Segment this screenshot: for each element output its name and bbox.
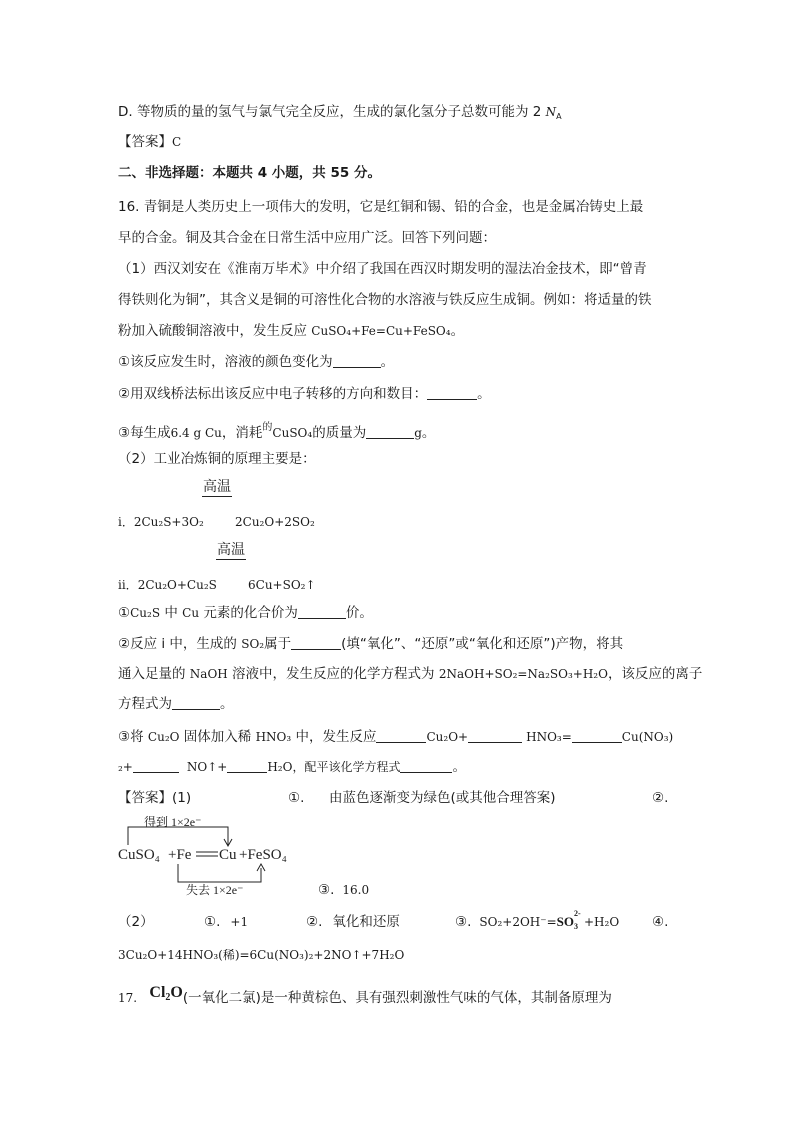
answer-16-1: 由蓝色逐渐变为绿色(或其他合理答案): [329, 790, 556, 806]
cl2o-formula: $Cl_2O$: [149, 984, 183, 1003]
answer-blank[interactable]: [366, 424, 414, 439]
q16-stem-2: 早的合金。铜及其合金在日常生活中应用广泛。回答下列问题：: [118, 230, 496, 246]
answer-blank[interactable]: [172, 695, 220, 710]
answer-blank[interactable]: [427, 385, 477, 400]
answer-16-2-2: ②. 氧化和还原: [306, 914, 400, 930]
answer-16-2-4-marker: ④.: [652, 914, 669, 930]
q16-t2-2: 通入足量的 NaOH 溶液中，发生反应的化学方程式为 2NaOH+SO₂=Na₂SO₃+H₂O，该反应的离子: [118, 666, 703, 682]
double-bridge-diagram: [116, 812, 296, 898]
q16-sub1: ①该反应发生时，溶液的颜色变化为 。: [118, 354, 395, 370]
answer-16-2-4: 3Cu₂O+14HNO₃(稀)=6Cu(NO₃)₂+2NO↑+7H₂O: [118, 948, 405, 962]
q16-p1-2: 得铁则化为铜”，其含义是铜的可溶性化合物的水溶液与铁反应生成铜。例如：将适量的铁: [118, 292, 652, 308]
answer-blank[interactable]: [468, 728, 522, 743]
answer-16-2-1: ①. +1: [204, 914, 249, 930]
answer-blank[interactable]: [133, 758, 179, 773]
answer-blank[interactable]: [400, 758, 452, 773]
section-heading: 二、非选择题：本题共 4 小题，共 55 分。: [118, 165, 381, 181]
gain-bridge-line: [128, 827, 228, 845]
answer-blank[interactable]: [572, 728, 622, 743]
equation-i: i．2Cu₂S+3O₂: [118, 515, 204, 529]
lose-bridge-line: [178, 864, 261, 882]
reactant-fe: +Fe: [168, 847, 192, 863]
reactant-cuso4: CuSO₄: [118, 847, 160, 863]
option-d: D. 等物质的量的氢气与氯气完全反应，生成的氯化氢分子总数可能为 2 $N_A$: [118, 104, 562, 121]
lose-electron-label: 失去 1×2e⁻: [186, 883, 244, 897]
q16-p1-3: 粉加入硫酸铜溶液中，发生反应 CuSO₄+Fe=Cu+FeSO₄。: [118, 323, 465, 339]
q16-t2-3: 方程式为 。: [118, 696, 234, 712]
answer-blank[interactable]: [376, 728, 426, 743]
q16-t2-1: ②反应 i 中，生成的 SO₂属于 (填“氧化”、“还原”或“氧化和还原”)产物，将其: [118, 636, 624, 652]
answer-15: 【答案】C: [118, 134, 182, 150]
q16-p2: （2）工业冶炼铜的原理主要是：: [118, 451, 316, 467]
q16-t3-1: ③将 Cu₂O 固体加入稀 HNO₃ 中，发生反应 Cu₂O+ HNO₃= Cu(NO₃): [118, 729, 674, 745]
product-cu: Cu: [219, 847, 237, 863]
equation-ii: ii．2Cu₂O+Cu₂S: [118, 578, 217, 592]
gain-electron-label: 得到 1×2e⁻: [144, 815, 202, 829]
q16-p1-1: （1）西汉刘安在《淮南万毕术》中介绍了我国在西汉时期发明的湿法冶金技术，即“曾青: [118, 261, 647, 277]
q16-sub2: ②用双线桥法标出该反应中电子转移的方向和数目： 。: [118, 386, 491, 402]
q16-t3-2: ₂+ NO↑+ H₂O，配平该化学方程式 。: [118, 759, 466, 775]
condition-high-temp: 高温: [217, 542, 245, 558]
condition-high-temp: 高温: [203, 479, 231, 495]
equation-ii-product: 6Cu+SO₂↑: [248, 578, 316, 592]
answer-16-1-marker: ①.: [288, 790, 305, 806]
q16-t1: ①Cu₂S 中 Cu 元素的化合价为 价。: [118, 605, 373, 621]
answer-blank[interactable]: [291, 635, 341, 650]
answer-16-3: ③. 16.0: [318, 882, 370, 898]
equation-i-product: 2Cu₂O+2SO₂: [235, 515, 315, 529]
answer-blank[interactable]: [298, 604, 346, 619]
answer-16-label: 【答案】(1): [118, 790, 192, 806]
answer-blank[interactable]: [227, 758, 267, 773]
answer-16-part2-label: （2）: [118, 914, 154, 930]
product-feso4: +FeSO₄: [239, 847, 287, 863]
answer-16-2-3: ③. SO₂+2OH⁻=SO 2- 3 +H₂O: [455, 909, 620, 931]
answer-blank[interactable]: [333, 353, 381, 368]
q17-stem: 17. $Cl_2O$(一氧化二氯)是一种黄棕色、具有强烈刺激性气味的气体，其制备原理为: [118, 984, 612, 1006]
q16-sub3: ③每生成6.4 g Cu，消耗$^的$CuSO₄的质量为 g。: [118, 422, 436, 441]
answer-16-2-marker: ②.: [652, 790, 669, 806]
q16-stem-1: 16. 青铜是人类历史上一项伟大的发明，它是红铜和锡、铅的合金，也是金属冶铸史上最: [118, 199, 644, 215]
